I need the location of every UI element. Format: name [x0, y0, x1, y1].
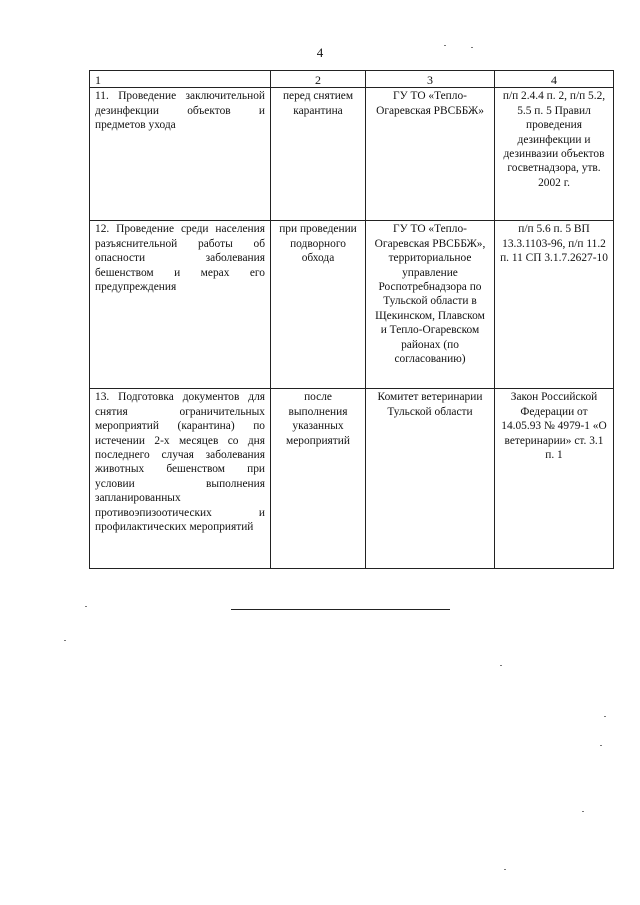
closing-divider: [231, 609, 450, 610]
scan-speck: [85, 606, 87, 607]
scan-speck: [471, 47, 473, 48]
activity-cell: 13. Подготовка документов для снятия ограничительных мероприятий (карантина) по истечении 2-х месяцев со дня последнего случая заболевания животных бешенством при условии выполнения запланированных противоэпизоотических и профилактических мероприятий: [90, 389, 271, 569]
scan-speck: [600, 745, 602, 746]
scan-speck: [504, 869, 506, 870]
column-header: 1: [90, 71, 271, 88]
basis-cell: Закон Российской Федерации от 14.05.93 № 4979-1 «О ветеринарии» ст. 3.1 п. 1: [495, 389, 614, 569]
responsible-cell: ГУ ТО «Тепло-Огаревская РВСББЖ»: [366, 88, 495, 221]
column-header: 3: [366, 71, 495, 88]
activity-cell: 11. Проведение заключительной дезинфекции объектов и предметов ухода: [90, 88, 271, 221]
activity-cell: 12. Проведение среди населения разъяснительной работы об опасности заболевания бешенством и мерах его предупреждения: [90, 221, 271, 389]
scan-speck: [604, 716, 606, 717]
responsible-cell: Комитет ветеринарии Тульской области: [366, 389, 495, 569]
scan-speck: [444, 45, 446, 46]
scan-speck: [582, 811, 584, 812]
table-row: [90, 221, 614, 389]
table-row: [90, 389, 614, 569]
measures-table: [89, 70, 614, 569]
scan-speck: [64, 640, 66, 641]
scan-speck: [500, 665, 502, 666]
table-row: [90, 88, 614, 221]
timing-cell: перед снятием карантина: [271, 88, 366, 221]
timing-cell: при проведении подворного обхода: [271, 221, 366, 389]
responsible-cell: ГУ ТО «Тепло-Огаревская РВСББЖ», территориальное управление Роспотребнадзора по Тульской области в Щекинском, Плавском и Тепло-Огаревском районах (по согласованию): [366, 221, 495, 389]
basis-cell: п/п 5.6 п. 5 ВП 13.3.1103-96, п/п 11.2 п. 11 СП 3.1.7.2627-10: [495, 221, 614, 389]
column-header: 4: [495, 71, 614, 88]
basis-cell: п/п 2.4.4 п. 2, п/п 5.2, 5.5 п. 5 Правил проведения дезинфекции и дезинвазии объектов госветнадзора, утв. 2002 г.: [495, 88, 614, 221]
page-number: 4: [316, 45, 324, 60]
timing-cell: после выполнения указанных мероприятий: [271, 389, 366, 569]
table-header-row: [90, 71, 614, 88]
column-header: 2: [271, 71, 366, 88]
